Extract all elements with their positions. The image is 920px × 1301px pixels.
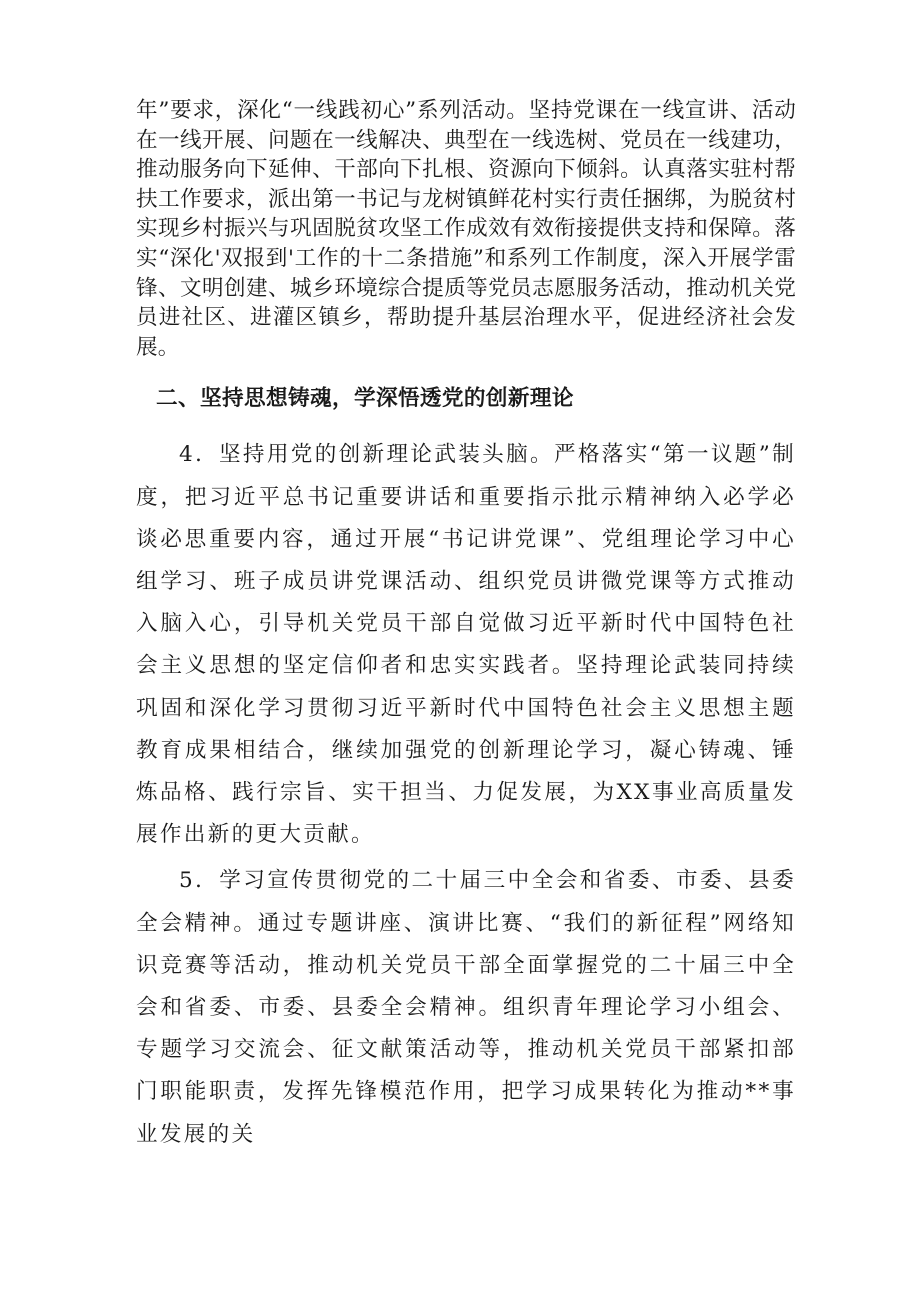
paragraph-5: 5．学习宣传贯彻党的二十届三中全会和省委、市委、县委全会精神。通过专题讲座、演讲比赛、“我们的新征程”网络知识竞赛等活动，推动机关党员干部全面掌握党的二十届三中全会和省委、市委、县委全会精神。组织青年理论学习小组会、专题学习交流会、征文献策活动等，推动机关党员干部紧扣部门职能职责，发挥先锋模范作用，把学习成果转化为推动**事业发展的关 — [136, 868, 796, 1147]
continued-paragraph: 年”要求，深化“一线践初心”系列活动。坚持党课在一线宣讲、活动在一线开展、问题在一线解决、典型在一线选树、党员在一线建功，推动服务向下延伸、干部向下扎根、资源向下倾斜。认真落实驻村帮扶工作要求，派出第一书记与龙树镇鲜花村实行责任捆绑，为脱贫村实现乡村振兴与巩固脱贫攻坚工作成效有效衔接提供支持和保障。落实“深化'双报到'工作的十二条措施”和系列工作制度，深入开展学雷锋、文明创建、城乡环境综合提质等党员志愿服务活动，推动机关党员进社区、进灌区镇乡，帮助提升基层治理水平，促进经济社会发展。 — [136, 98, 796, 360]
paragraph-4: 4．坚持用党的创新理论武装头脑。严格落实“第一议题”制度，把习近平总书记重要讲话和重要指示批示精神纳入必学必谈必思重要内容，通过开展“书记讲党课”、党组理论学习中心组学习、班子成员讲党课活动、组织党员讲微党课等方式推动入脑入心，引导机关党员干部自觉做习近平新时代中国特色社会主义思想的坚定信仰者和忠实实践者。坚持理论武装同持续巩固和深化学习贯彻习近平新时代中国特色社会主义思想主题教育成果相结合，继续加强党的创新理论学习，凝心铸魂、锤炼品格、践行宗旨、实干担当、力促发展，为XX事业高质量发展作出新的更大贡献。 — [136, 442, 796, 848]
document-page — [136, 96, 796, 1156]
section-heading: 二、坚持思想铸魂，学深悟透党的创新理论 — [156, 386, 574, 412]
